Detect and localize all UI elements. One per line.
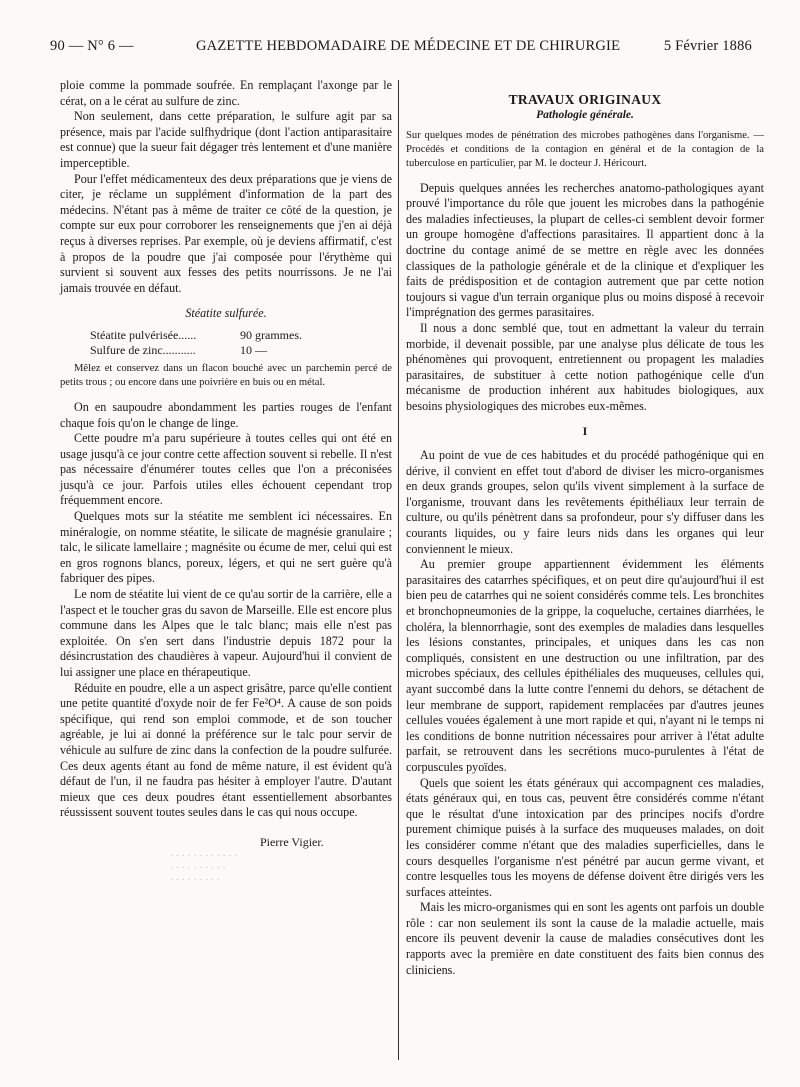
article-title: Sur quelques modes de pénétration des microbes pathogènes dans l'organisme. — Procédés et conditions de la contagion en général et de la contagion de la tuberculose en particulier, par M. le docteur J. Héricourt. [406, 130, 764, 169]
issue-date: 5 Février 1886 [663, 38, 752, 54]
faded-print-marks: · · · · · · · · · · · · · · · · · · · · · · · · · · · · · · · [170, 850, 238, 886]
paragraph: On en saupoudre abondamment les parties rouges de l'enfant chaque fois qu'on le change de linge. [60, 399, 392, 430]
recipe-line: Sulfure de zinc........... 10 — [90, 342, 267, 357]
paragraph: Le nom de stéatite lui vient de ce qu'au sortir de la carrière, elle a l'aspect et le toucher gras du savon de Marseille. Elle est encore plus commune dans les Alpes que le talc blanc; mais elle n'est pas exploitée. On s'en sert dans l'industrie depuis 1872 pour la désincrustation des chaudières à vapeur. Aujourd'hui il convient de lui assigner une place en thérapeutique. [60, 587, 392, 679]
paragraph: Au premier groupe appartiennent évidemment les éléments parasitaires des catarrhes spécifiques, et on peut dire qu'aujourd'hui il est bien peu de catarrhes qui ne soient considérés comme tels. Les bronchites et bronchopneumonies de la grippe, la coqueluche, certaines diarrhées, le choléra, la blennorrhagie, sont des exemples de maladies dans lesquelles les lésions constantes, principales, et uniques dans les cas non compliqués, consistent en une destruction ou une infiltration, par des microbes spéciaux, des cellules épithéliales des muqueuses, cellules qui, ayant succombé dans la lutte contre l'ennemi du dehors, se détachent de leur membrane de support, rapidement remplacées par d'autres jeunes cellules vouées également à une mort rapide et qui, n'ayant ni le temps ni les conditions de bonne nutrition nécessaires pour arriver à l'état adulte parfait, se retrouvent dans les secrétions muco-purulentes à l'état de corpuscules pyoïdes. [406, 557, 764, 774]
paragraph: ploie comme la pommade soufrée. En remplaçant l'axonge par le cérat, on a le cérat au sulfure de zinc. [60, 78, 392, 108]
recipe-line: Stéatite pulvérisée...... 90 grammes. [90, 327, 302, 342]
page-number-issue: 90 — N° 6 — [50, 38, 134, 54]
recipe-title: Stéatite sulfurée. [185, 306, 267, 321]
paragraph: Non seulement, dans cette préparation, le sulfure agit par sa présence, mais par l'acide sulfhydrique (dont l'action antiparasitaire est connue) que la sueur fait dégager très lentement et d'une manière imperceptible. [60, 109, 392, 170]
section-title: TRAVAUX ORIGINAUX [508, 92, 662, 107]
paragraph: Cette poudre m'a paru supérieure à toutes celles qui ont été en usage jusqu'à ce jour contre cette affection souvent si rebelle. Il n'est pas nécessaire d'énumérer toutes celles que l'on a préconisées jusqu'à ce jour. Parfois utiles elles échouent cependant trop fréquemment encore. [60, 431, 392, 508]
right-column [406, 92, 764, 978]
paragraph: Pour l'effet médicamenteux des deux préparations que je viens de citer, je réclame un supplément d'information de la part des médecins. N'étant pas à même de traiter ce côté de la question, je compte sur eux pour corroborer les renseignements que j'en ai déjà reçus à diverses reprises. Par exemple, où je deviens affirmatif, c'est à propos de la poudre que j'ai composée pour l'érythème qui survient si souvent aux fesses des petits nourrissons. Je ne l'ai jamais trouvée en défaut. [60, 171, 392, 295]
paragraph: Réduite en poudre, elle a un aspect grisâtre, parce qu'elle contient une petite quantité d'oxyde noir de fer Fe²O⁴. A cause de son poids spécifique, qui rend son emploi commode, et de son toucher agréable, je lui ai donné la préférence sur le talc pour servir de véhicule au sulfure de zinc dans la confection de la poudre sulfurée. Ces deux agents étant au fond de même nature, il est évident qu'à défaut de l'un, il ne faudra pas hésiter à employer l'autre. D'autant mieux que ces deux poudres étant essentiellement absorbantes réussissent souvent toutes seules dans le cas qui nous occupe. [60, 680, 392, 820]
paragraph: Au point de vue de ces habitudes et du procédé pathogénique qui en dérive, il convient en effet tout d'abord de diviser les micro-organismes en deux grands groupes, selon qu'ils vivent simplement à la surface de l'organisme, trouvant dans les revêtements épithéliaux leur terrain de culture, ou qu'ils pénètrent dans sa profondeur, pour s'y diffuser dans les courants liquides, ou y faire leurs nids dans les organes qui leur conviennent le mieux. [406, 448, 764, 556]
paragraph: Depuis quelques années les recherches anatomo-pathologiques ayant prouvé l'importance du rôle que jouent les microbes dans la pathogénie des maladies infectieuses, la plupart de celles-ci semblent devoir former un groupe homogène d'affections parasitaires. Il appartient donc à la doctrine du contage animé de se mettre en règle avec les données classiques de la pathologie générale et de la clinique et d'expliquer les faits de prédisposition et de contagion autrement que par cette notion toujours si vague d'un terrain organique plus ou moins disposé à recevoir l'imprégnation des germes parasitaires. [406, 180, 764, 320]
recipe-formula [90, 328, 392, 358]
column-divider [398, 80, 399, 1060]
author-signature: Pierre Vigier. [260, 834, 324, 849]
paragraph: Quelques mots sur la stéatite me semblent ici nécessaires. En minéralogie, on nomme stéatite, le silicate de magnésie granulaire ; talc, le silicate lamellaire ; magnésite ou écume de mer, celui qui est en gros rognons blancs, poreux, légers, et qui ne sert guère qu'à fabriquer des pipes. [60, 509, 392, 586]
paragraph: Il nous a donc semblé que, tout en admettant la valeur du terrain morbide, il devenait possible, par une analyse plus délicate de tous les phénomènes qui provoquent, entretiennent ou propagent les maladies parasitaires, de substituer à cette notion pathogénique celle d'un mécanisme de production inhérent aux habitudes biologiques, aux besoins physiologiques des microbes eux-mêmes. [406, 320, 764, 413]
section-subtitle: Pathologie générale. [536, 108, 634, 121]
section-number: I [582, 424, 588, 439]
left-column [60, 78, 392, 887]
page-header [50, 38, 752, 60]
journal-title: GAZETTE HEBDOMADAIRE DE MÉDECINE ET DE CHIRURGIE [196, 38, 621, 54]
paragraph: Mais les micro-organismes qui en sont les agents ont parfois un double rôle : car non seulement ils sont la cause de la maladie actuelle, mais encore ils peuvent devenir la cause de maladies consécutives dont les rapports avec la première en date constituent des faits bien connus des cliniciens. [406, 900, 764, 977]
paragraph: Quels que soient les états généraux qui accompagnent ces maladies, états généraux qui, en tous cas, peuvent être considérés comme n'étant que le résultat d'une intoxication par des principes nocifs d'ordre purement chimique puisés à la surface des muqueuses malades, on doit les considérer comme n'étant que des maladies superficielles, dans le cours desquelles l'organisme n'est pénétré par aucun germe vivant, et contre lesquelles tous les moyens de défense doivent être dirigés vers les surfaces atteintes. [406, 775, 764, 899]
recipe-note: Mêlez et conservez dans un flacon bouché avec un parchemin percé de petits trous ; ou encore dans une poivrière en buis ou en métal. [60, 362, 392, 388]
